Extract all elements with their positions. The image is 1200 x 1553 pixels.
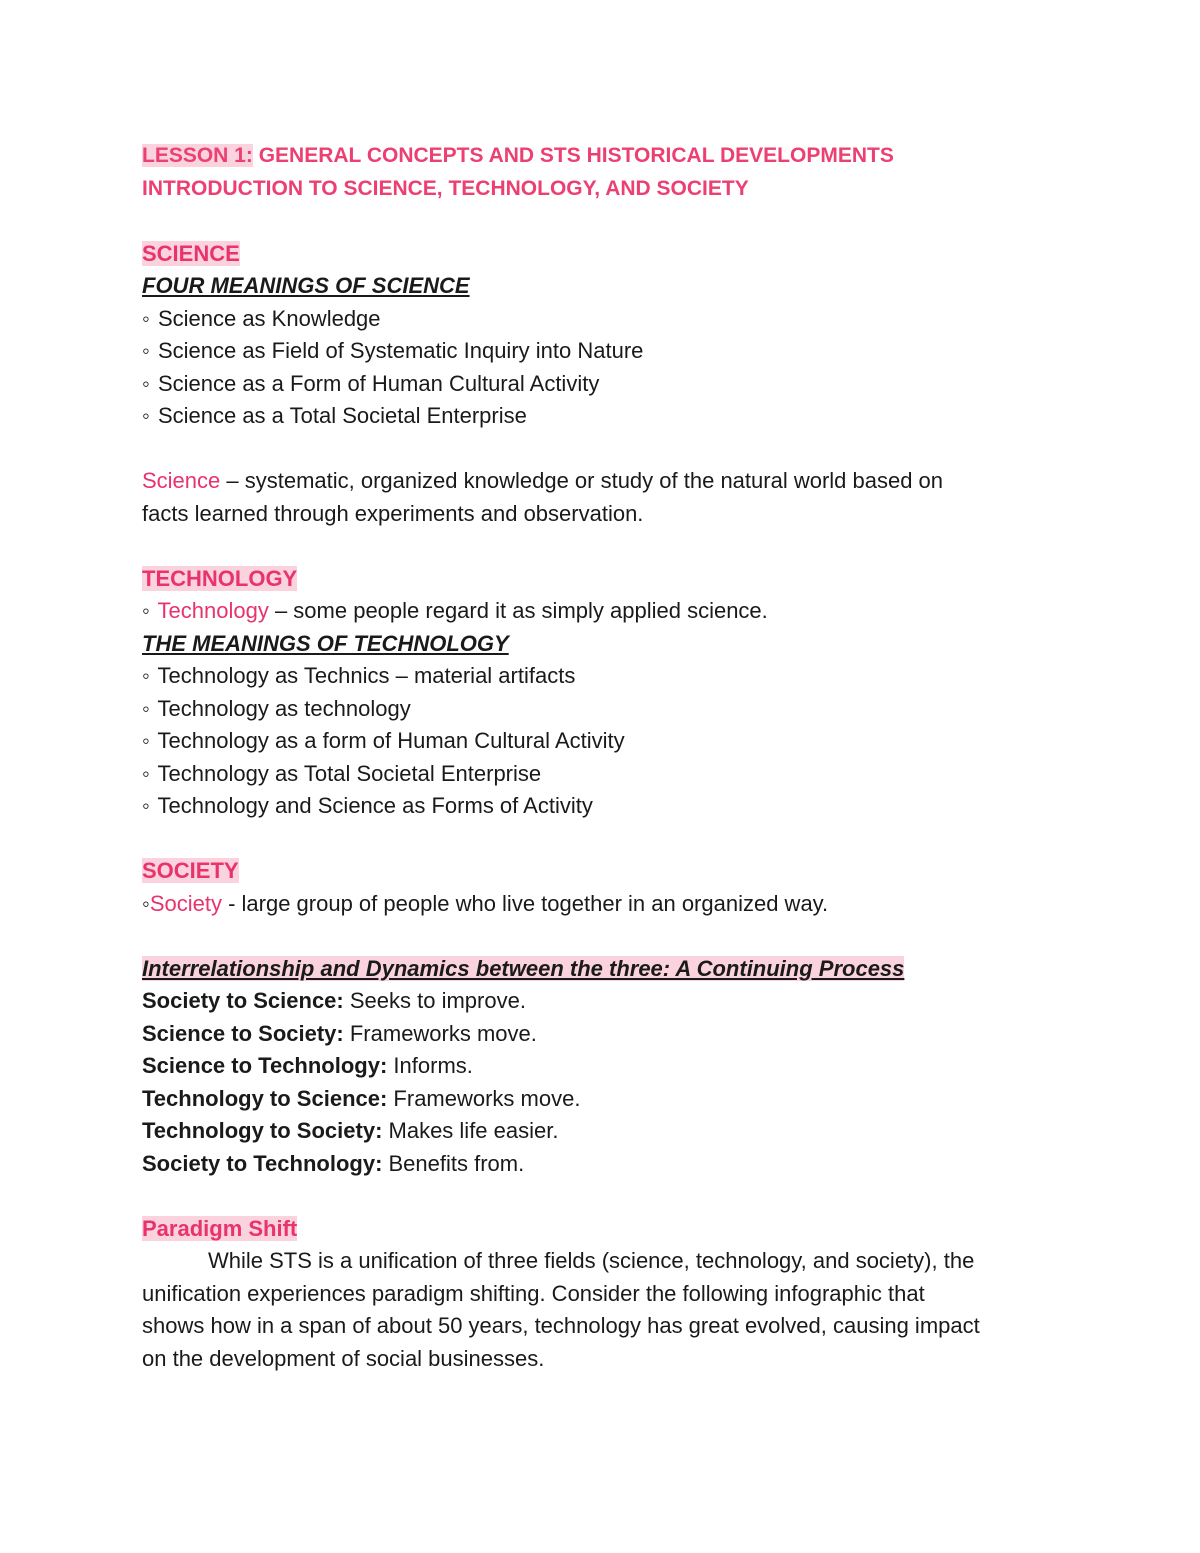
list-item: ◦ Science as a Form of Human Cultural Activity <box>142 370 600 396</box>
lesson-label: LESSON 1: <box>142 144 253 167</box>
paradigm-line-2: unification experiences paradigm shifting. Consider the following infographic that <box>142 1280 925 1306</box>
paradigm-line-3: shows how in a span of about 50 years, technology has great evolved, causing impact <box>142 1313 980 1338</box>
technology-definition: ◦ Technology – some people regard it as simply applied science. <box>142 598 768 623</box>
list-item: ◦ Technology and Science as Forms of Activity <box>142 793 593 818</box>
list-item: ◦ Technology as a form of Human Cultural Activity <box>142 728 625 753</box>
list-item: ◦ Science as Knowledge <box>142 305 381 331</box>
technology-meanings-heading: THE MEANINGS OF TECHNOLOGY <box>142 630 509 656</box>
science-definition-term: Science <box>142 468 221 493</box>
relation-row: Society to Technology: Benefits from. <box>142 1150 525 1176</box>
list-item: ◦ Science as Field of Systematic Inquiry into Nature <box>142 338 644 363</box>
technology-heading: TECHNOLOGY <box>142 565 298 591</box>
science-definition-line-2: facts learned through experiments and observation. <box>142 500 644 526</box>
relation-row: Technology to Society: Makes life easier. <box>142 1118 559 1143</box>
society-definition-term: Society <box>149 890 222 916</box>
lesson-subtitle: INTRODUCTION TO SCIENCE, TECHNOLOGY, AND SOCIETY <box>142 176 749 200</box>
technology-definition-term: Technology <box>157 598 269 623</box>
science-heading: SCIENCE <box>142 240 240 266</box>
lesson-title: GENERAL CONCEPTS AND STS HISTORICAL DEVELOPMENTS <box>258 144 894 167</box>
list-item: ◦ Technology as Technics – material artifacts <box>142 663 576 688</box>
relation-row: Science to Society: Frameworks move. <box>142 1020 537 1046</box>
relation-row: Technology to Science: Frameworks move. <box>142 1085 581 1111</box>
paradigm-line-4: on the development of social businesses. <box>142 1345 545 1371</box>
interrelationship-heading: Interrelationship and Dynamics between the three: A Continuing Process <box>142 955 905 981</box>
list-item: ◦ Technology as Total Societal Enterprise <box>142 760 542 786</box>
document-page <box>142 140 1062 1375</box>
science-definition-line-1: Science – systematic, organized knowledge or study of the natural world based on <box>142 468 944 493</box>
relation-row: Society to Science: Seeks to improve. <box>142 988 526 1013</box>
lesson-title-line <box>142 140 1062 173</box>
relation-row: Science to Technology: Informs. <box>142 1053 473 1078</box>
society-heading: SOCIETY <box>142 858 239 883</box>
list-item: ◦ Science as a Total Societal Enterprise <box>142 403 527 428</box>
paradigm-heading: Paradigm Shift <box>142 1215 298 1241</box>
science-meanings-heading: FOUR MEANINGS OF SCIENCE <box>142 273 470 298</box>
society-definition: ◦Society - large group of people who live together in an organized way. <box>142 890 829 916</box>
paradigm-line-1: While STS is a unification of three fields (science, technology, and society), the <box>208 1248 975 1273</box>
list-item: ◦ Technology as technology <box>142 695 411 721</box>
